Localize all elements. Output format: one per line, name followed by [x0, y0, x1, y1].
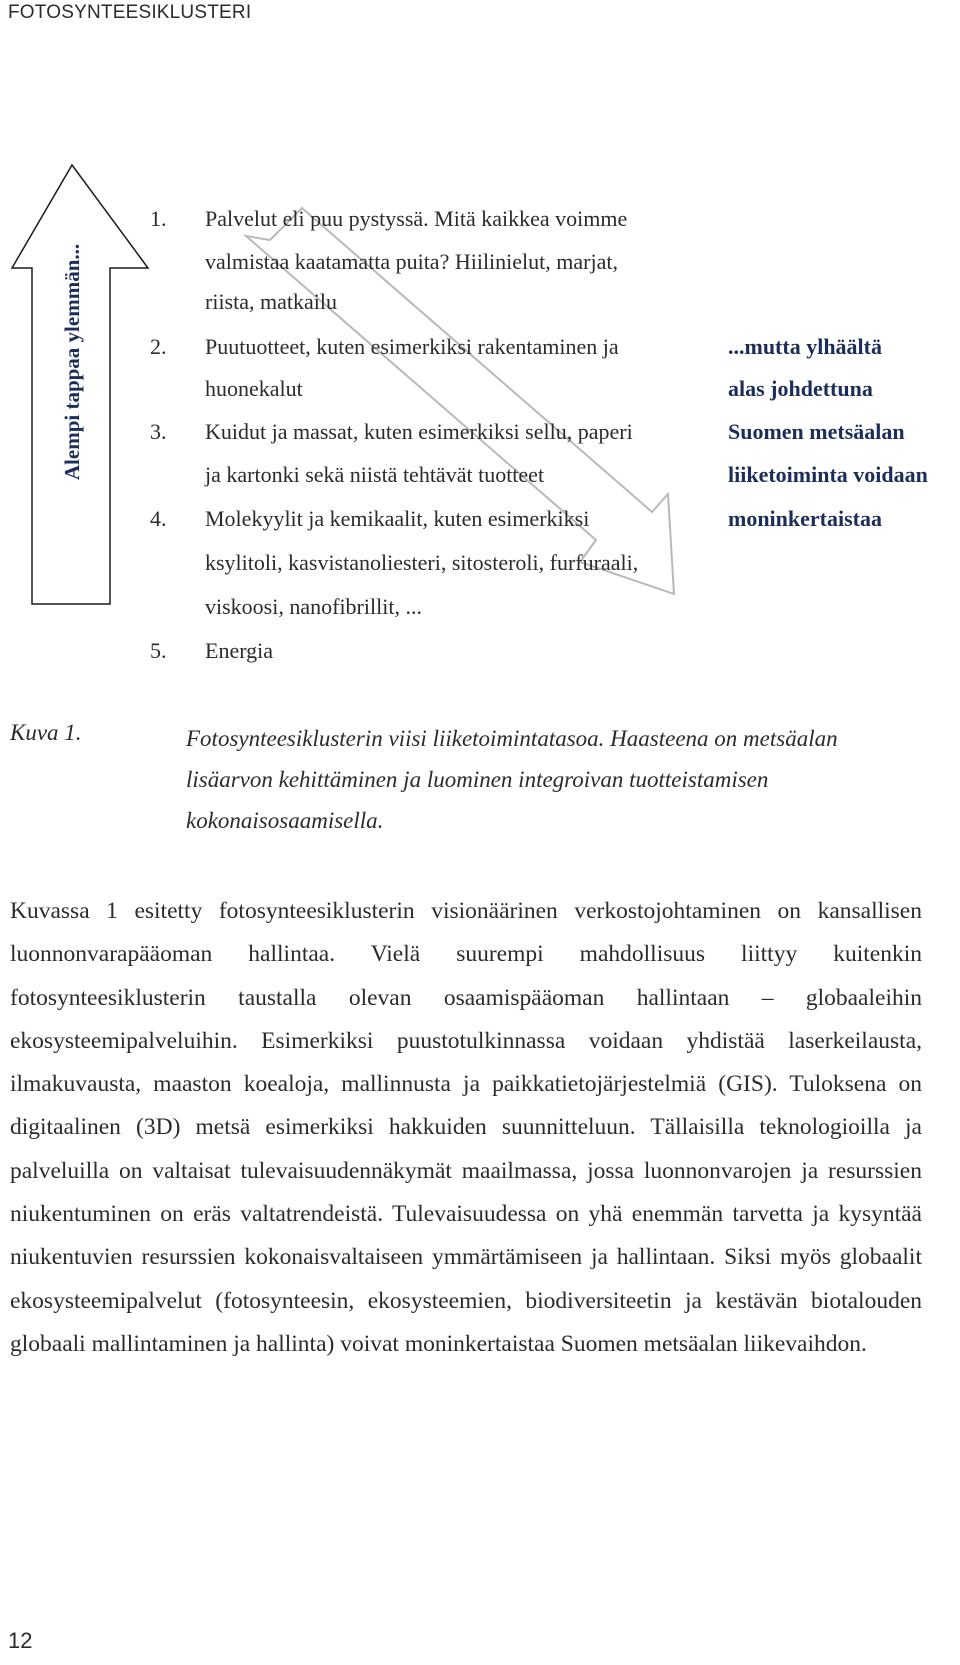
body-paragraph: Kuvassa 1 esitetty fotosynteesiklusterin visionäärinen verkostojohtaminen on kansallisen luonnonvarapääoman hallintaa. Vielä suurempi mahdollisuus liittyy kuitenkin fotosynteesiklusterin taustalla olevan osaamispääoman hallintaan – globaaleihin ekosysteemipalveluihin. Esimerkiksi puustotulkinnassa voidaan yhdistää laserkeilausta, ilmakuvausta, maaston koealoja, mallinnusta ja paikkatietojärjestelmiä (GIS). Tuloksena on digitaalinen (3D) metsä esimerkiksi hakkuiden suunnitteluun. Tällaisilla teknologioilla ja palveluilla on valtaisat tulevaisuudennäkymät maailmassa, jossa luonnonvarojen ja resurssien niukentuminen on eräs valtatrendeistä. Tulevaisuudessa on yhä enemmän tarvetta ja kysyntää niukentuvien resurssien kokonaisvaltaiseen ymmärtämiseen ja hallintaan. Siksi myös globaalit ekosysteemipalvelut (fotosynteesin, ekosysteemien, biodiversiteetin ja kestävän biotalouden globaali mallintaminen ja hallinta) voivat moninkertaistaa Suomen metsäalan liikevaihdon.: [10, 898, 922, 1357]
side-note-line: liiketoiminta voidaan: [728, 462, 928, 487]
up-arrow-label: Alempi tappaa ylemmän...: [60, 243, 84, 481]
list-item-number: 1.: [150, 206, 167, 231]
side-note-line: moninkertaistaa: [728, 506, 882, 531]
list-item-line: ja kartonki sekä niistä tehtävät tuotteet: [205, 462, 545, 487]
list-item-line: Kuidut ja massat, kuten esimerkiksi sellu, paperi: [205, 419, 633, 444]
list-item-number: 2.: [150, 334, 167, 359]
list-item-line: viskoosi, nanofibrillit, ...: [205, 594, 422, 619]
list-item-line: riista, matkailu: [205, 289, 337, 314]
list-item-line: valmistaa kaatamatta puita? Hiilinielut, marjat,: [205, 249, 618, 274]
list-item-line: Energia: [205, 638, 274, 663]
list-item-number: 4.: [150, 506, 167, 531]
side-note-line: ...mutta ylhäältä: [728, 334, 882, 359]
list-item-line: Puutuotteet, kuten esimerkiksi rakentaminen ja: [205, 334, 619, 359]
list-item-line: huonekalut: [205, 376, 303, 401]
figure-caption-label: Kuva 1.: [10, 720, 82, 745]
side-note-line: alas johdettuna: [728, 376, 873, 401]
side-note-line: Suomen metsäalan: [728, 419, 905, 444]
page-number: 12: [8, 1628, 33, 1653]
figure-caption-text: Fotosynteesiklusterin viisi liiketoimintatasoa. Haasteena on metsäalan lisäarvon kehittäminen ja luominen integroivan tuotteistamisen kokonaisosaamisella.: [186, 726, 838, 833]
list-item-number: 5.: [150, 638, 167, 663]
list-item-line: Palvelut eli puu pystyssä. Mitä kaikkea voimme: [205, 206, 628, 231]
running-header: FOTOSYNTEESIKLUSTERI: [8, 2, 252, 23]
list-item-line: Molekyylit ja kemikaalit, kuten esimerkiksi: [205, 506, 590, 531]
list-item-number: 3.: [150, 419, 167, 444]
list-item-line: ksylitoli, kasvistanoliesteri, sitosteroli, furfuraali,: [205, 550, 639, 575]
